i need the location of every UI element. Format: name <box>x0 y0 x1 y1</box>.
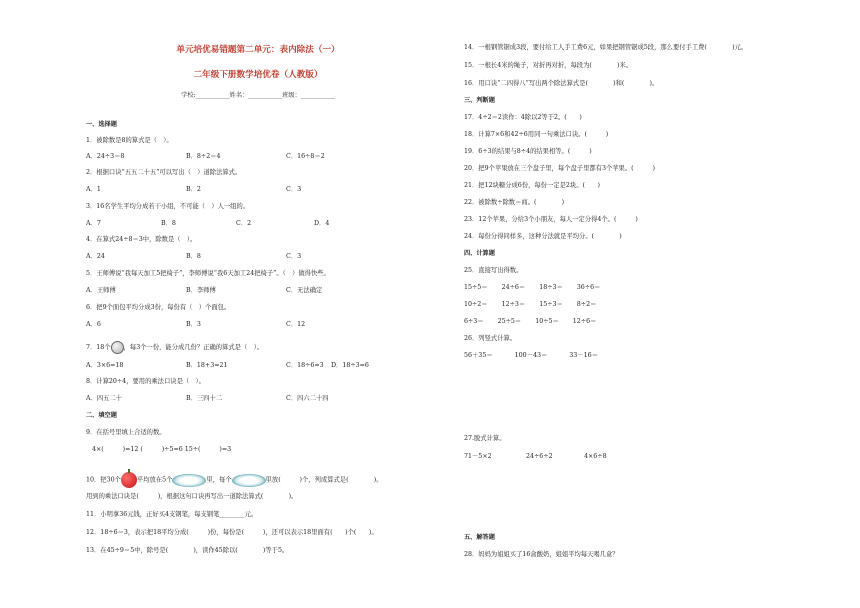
question-9-row: 4×( )=12 ( )÷5=6 15÷( )=3 <box>92 446 232 453</box>
option: C．2 <box>236 220 252 227</box>
option: A．四五二十 <box>86 395 123 402</box>
option: D．4 <box>314 220 330 227</box>
question-22: 22．被除数÷除数＝商。( ) <box>464 199 565 206</box>
question-8-options <box>86 395 430 403</box>
question-6: 6．把9个面包平均分成3份，每份有（ ）个面包。 <box>86 304 231 311</box>
calc-item: 15÷3＝ <box>539 301 563 308</box>
question-10-part: 平均放在5个 <box>136 476 173 484</box>
question-26-row <box>464 352 612 360</box>
question-10-part: 10．把30个 <box>86 476 121 484</box>
calc-item: 33－16＝ <box>569 352 598 359</box>
option: A．24÷3＝8 <box>86 153 125 160</box>
option: B．8 <box>186 253 201 260</box>
question-8: 8．计算20÷4，要用的乘法口诀是（ ）。 <box>86 378 205 385</box>
question-7-start: 7．18个 <box>86 344 111 351</box>
question-10-part: 里，每个 <box>206 476 232 484</box>
calc-item: 10÷2＝ <box>464 301 488 308</box>
option: B．18+3=21 <box>186 362 228 369</box>
option: C．3 <box>286 253 302 260</box>
question-25-row <box>464 301 610 309</box>
question-4-options <box>86 253 430 261</box>
question-25-row <box>464 284 614 292</box>
question-6-options <box>86 321 430 329</box>
calc-item: 15÷5＝ <box>464 284 488 291</box>
question-2-options <box>86 186 430 194</box>
question-10-line2: 用到的乘法口诀是( )，根据这句口诀再写出一道除法算式( )。 <box>86 493 298 500</box>
apple-icon <box>111 341 124 354</box>
section-choice: 一、选择题 <box>86 121 117 128</box>
question-26: 26．列竖式计算。 <box>464 335 517 342</box>
question-9: 9．在括号里填上合适的数。 <box>86 429 166 436</box>
section-judge: 三、判断题 <box>464 97 495 104</box>
section-answer: 五、解答题 <box>464 534 495 541</box>
option: C．12 <box>286 321 306 328</box>
calc-item: 10÷5＝ <box>535 318 559 325</box>
left-column <box>86 0 430 608</box>
question-24: 24．每份分得同样多，这种分法就是平均分。( ) <box>464 233 622 240</box>
question-20: 20．把9个苹果放在三个盘子里，每个盘子里都有3个苹果。( ) <box>464 165 655 172</box>
plate-icon <box>232 474 266 487</box>
option: B．3 <box>186 321 201 328</box>
question-27: 27.脱式计算。 <box>464 435 506 442</box>
question-3: 3．16名学生平均分成若干小组，不可能（ ）人一组的。 <box>86 203 250 210</box>
option: B．李师傅 <box>186 287 216 294</box>
plate-icon <box>172 474 206 487</box>
question-25-row <box>464 318 610 326</box>
option: C．18÷6=3 <box>286 362 324 369</box>
question-3-options <box>86 220 430 228</box>
calc-item: 24÷6＝ <box>501 284 526 291</box>
red-apple-icon <box>121 472 137 488</box>
option: B．2 <box>186 186 201 193</box>
question-12: 12．18÷6＝3，表示把18平均分成( )份，每份是( )，还可以表示18里面有( )个( )。 <box>86 529 378 536</box>
calc-item: 100－43＝ <box>514 352 548 359</box>
option: C．四六二十四 <box>286 395 329 402</box>
question-5-options <box>86 287 430 295</box>
calc-item: 6÷3＝ <box>464 318 484 325</box>
question-11: 11．小明拿36元钱，正好买4支钢笔，每支钢笔________元。 <box>86 511 258 518</box>
option: A．1 <box>86 186 101 193</box>
option: A．7 <box>86 220 101 227</box>
section-fill: 二、填空题 <box>86 412 117 419</box>
question-1: 1．被除数是8的算式是（ ）。 <box>86 137 173 144</box>
question-25: 25．直接写出得数。 <box>464 267 523 274</box>
question-27-row <box>464 453 764 461</box>
section-calc: 四、计算题 <box>464 250 495 257</box>
option: A．王师傅 <box>86 287 116 294</box>
calc-item: 18÷3＝ <box>539 284 563 291</box>
question-13: 13．在45÷9＝5中，除号是( )，读作45除以( )等于5。 <box>86 547 289 554</box>
question-7-end: ，每3个一份，能分成几份？正确的算式是（ ）。 <box>123 344 264 351</box>
right-column <box>464 0 844 608</box>
question-7 <box>86 341 263 355</box>
calc-item: 12÷6＝ <box>572 318 597 325</box>
question-19: 19．6÷3的结果与8÷4的结果相等。( ) <box>464 148 592 155</box>
question-5: 5．王师傅说“我每天加工5把椅子”，李师傅说“我6天加工24把椅子”。（ ）做得快些。 <box>86 270 330 277</box>
question-16: 16．用口诀“二四得八”写出两个除法算式是( )和( )。 <box>464 80 659 87</box>
question-10 <box>86 472 382 489</box>
question-1-options <box>86 153 430 161</box>
question-7-options <box>86 362 430 370</box>
question-17: 17．4÷2＝2读作：4除以2等于2。( ) <box>464 114 582 121</box>
option: B．三四十二 <box>186 395 223 402</box>
exam-title: 单元培优易错题第二单元：表内除法（一） <box>176 45 340 55</box>
calc-item: 4×6÷8 <box>584 453 607 460</box>
student-info: 学校:___________姓名：___________班级：___________ <box>181 92 335 99</box>
calc-item: 12÷3＝ <box>501 301 526 308</box>
option: C．3 <box>286 186 302 193</box>
question-23: 23．12个苹果，分给3个小朋友，每人一定分得4个。( ) <box>464 216 638 223</box>
question-28: 28．妈妈为姐姐买了16盒酸奶，姐姐平均每天喝几盒？ <box>464 551 619 558</box>
exam-subtitle: 二年级下册数学培优卷（人教版） <box>193 70 323 80</box>
calc-item: 8÷2＝ <box>576 301 597 308</box>
calc-item: 71－5×2 <box>464 453 492 460</box>
question-10-part: 里放( )个，列成算式是( )。 <box>265 476 383 484</box>
question-21: 21．把12块糖分成6份，每份一定是2块。( ) <box>464 182 600 189</box>
question-4: 4．在算式24÷8＝3中，除数是（ ）。 <box>86 236 197 243</box>
option: A．3×6=18 <box>86 362 124 369</box>
option: B．8÷2＝4 <box>186 153 221 160</box>
option: B．8 <box>161 220 176 227</box>
option: D．18÷3=6 <box>331 362 369 369</box>
calc-item: 25÷5＝ <box>497 318 522 325</box>
question-15: 15．一根长4米的绳子，对折再对折，每段为( )米。 <box>464 62 633 69</box>
option: A．24 <box>86 253 105 260</box>
question-14: 14．一根钢管锯成3段，要付给工人手工费6元，如果把钢管锯成5段，那么要付手工费( )元。 <box>464 44 748 51</box>
option: C．16÷8＝2 <box>286 153 325 160</box>
calc-item: 56＋35＝ <box>464 352 493 359</box>
question-18: 18．计算7×6和42÷6用同一句乘法口诀。( ) <box>464 131 609 138</box>
calc-item: 36÷6＝ <box>576 284 601 291</box>
option: A．6 <box>86 321 101 328</box>
question-2: 2．根据口诀“五五二十五”可以写出（ ）道除法算式。 <box>86 169 242 176</box>
option: C．无法确定 <box>286 287 323 294</box>
calc-item: 24÷6÷2 <box>526 453 553 460</box>
